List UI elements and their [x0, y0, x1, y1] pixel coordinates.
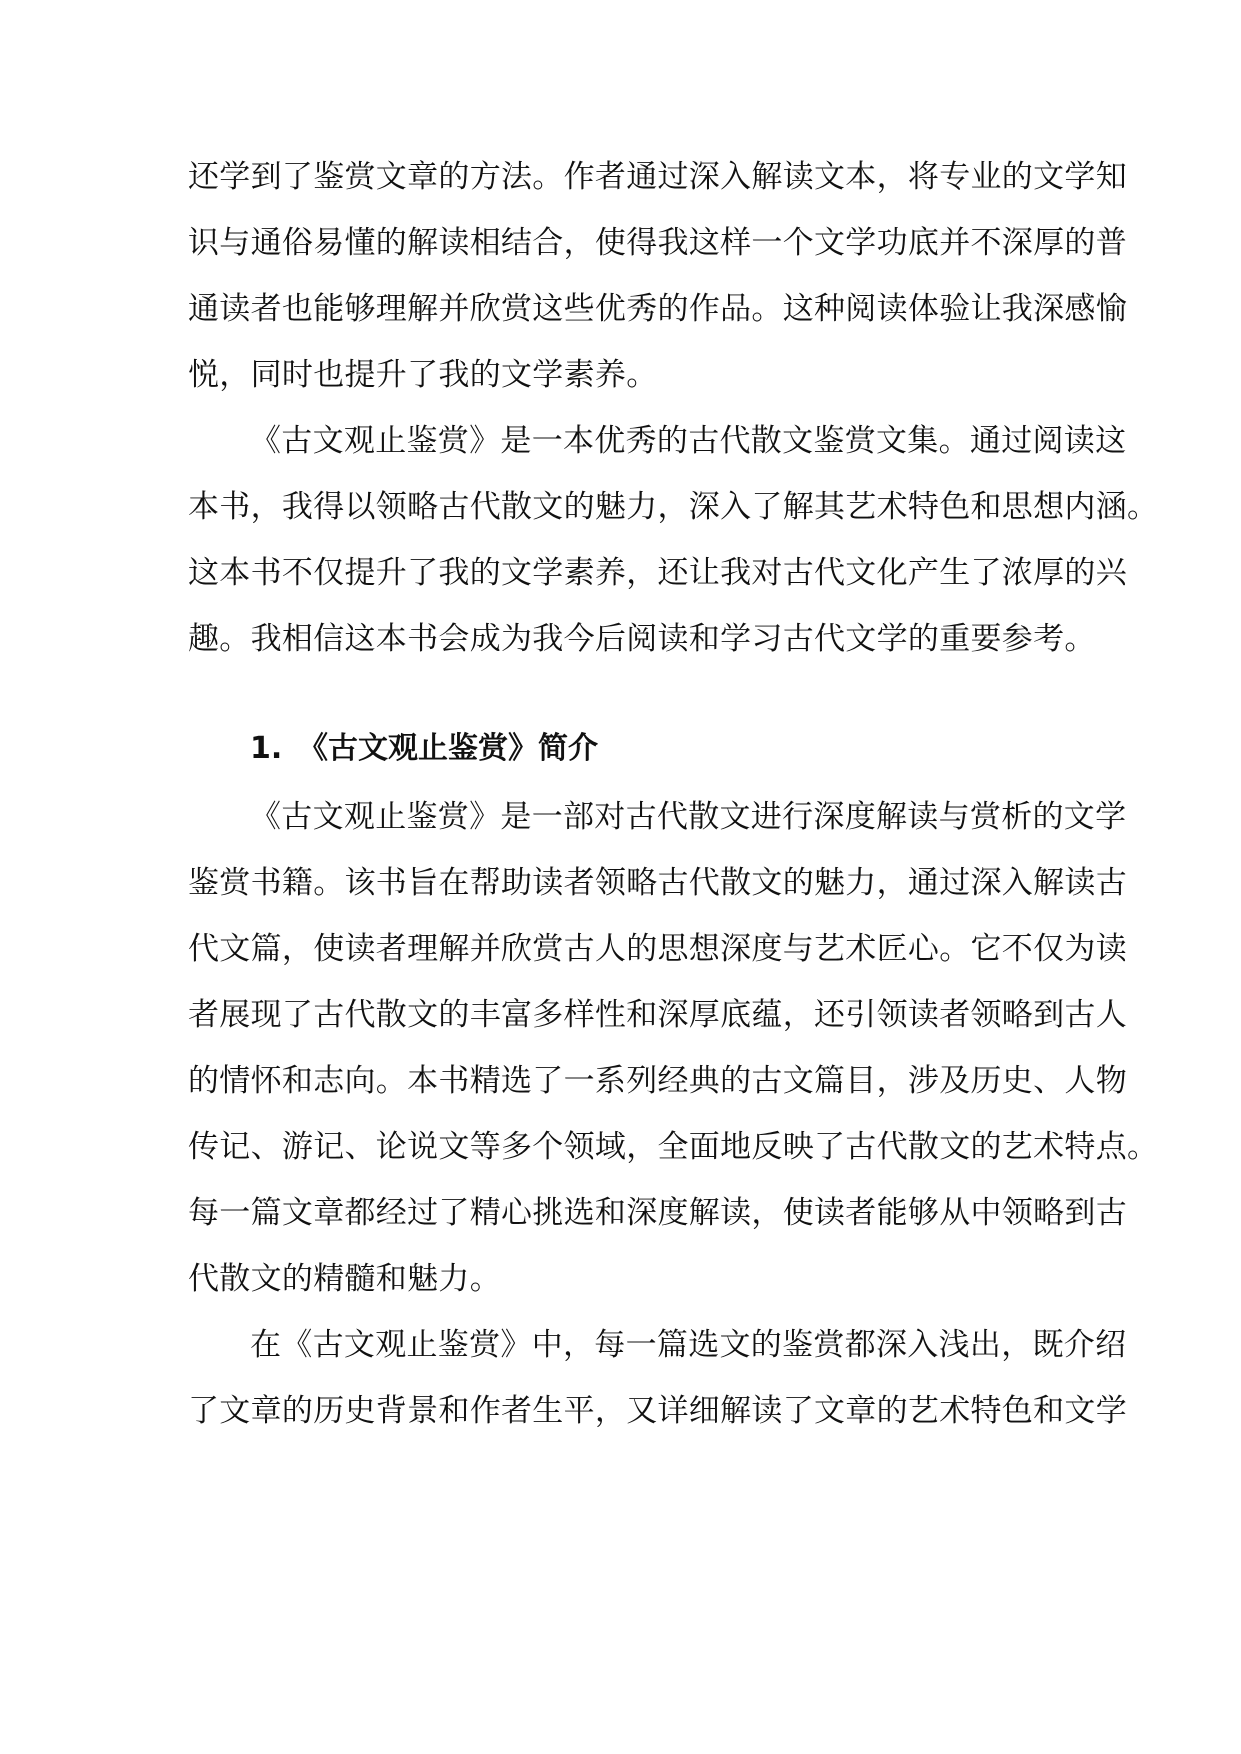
paragraph-line: 每一篇文章都经过了精心挑选和深度解读，使读者能够从中领略到古 [188, 1195, 1127, 1231]
document-body [188, 144, 1159, 1444]
paragraph-line: 这本书不仅提升了我的文学素养，还让我对古代文化产生了浓厚的兴 [188, 555, 1127, 591]
paragraph-line: 代散文的精髓和魅力。 [188, 1261, 501, 1297]
paragraph-line: 在《古文观止鉴赏》中，每一篇选文的鉴赏都深入浅出，既介绍 [250, 1327, 1127, 1363]
paragraph-line: 者展现了古代散文的丰富多样性和深厚底蕴，还引领读者领略到古人 [188, 997, 1127, 1033]
paragraph-line: 本书，我得以领略古代散文的魅力，深入了解其艺术特色和思想内涵。 [188, 489, 1159, 525]
paragraph-3 [188, 784, 1159, 1312]
paragraph-line: 悦，同时也提升了我的文学素养。 [188, 357, 658, 393]
paragraph-line: 《古文观止鉴赏》是一本优秀的古代散文鉴赏文集。通过阅读这 [250, 423, 1127, 459]
paragraph-line: 趣。我相信这本书会成为我今后阅读和学习古代文学的重要参考。 [188, 621, 1096, 657]
paragraph-line: 通读者也能够理解并欣赏这些优秀的作品。这种阅读体验让我深感愉 [188, 291, 1127, 327]
section-heading [188, 716, 1056, 782]
paragraph-line: 《古文观止鉴赏》是一部对古代散文进行深度解读与赏析的文学 [250, 799, 1127, 835]
paragraph-line: 代文篇，使读者理解并欣赏古人的思想深度与艺术匠心。它不仅为读 [188, 931, 1127, 967]
paragraph-line: 传记、游记、论说文等多个领域，全面地反映了古代散文的艺术特点。 [188, 1129, 1159, 1165]
paragraph-line: 了文章的历史背景和作者生平，又详细解读了文章的艺术特色和文学 [188, 1393, 1127, 1429]
paragraph-line: 还学到了鉴赏文章的方法。作者通过深入解读文本，将专业的文学知 [188, 159, 1127, 195]
paragraph-1 [188, 144, 1127, 408]
paragraph-line: 鉴赏书籍。该书旨在帮助读者领略古代散文的魅力，通过深入解读古 [188, 865, 1127, 901]
paragraph-4 [188, 1312, 1127, 1444]
paragraph-2 [188, 408, 1159, 672]
paragraph-line: 识与通俗易懂的解读相结合，使得我这样一个文学功底并不深厚的普 [188, 225, 1127, 261]
section-title: 《古文观止鉴赏》简介 [298, 731, 598, 766]
paragraph-line: 的情怀和志向。本书精选了一系列经典的古文篇目，涉及历史、人物 [188, 1063, 1127, 1099]
section-number: 1. [250, 731, 283, 766]
